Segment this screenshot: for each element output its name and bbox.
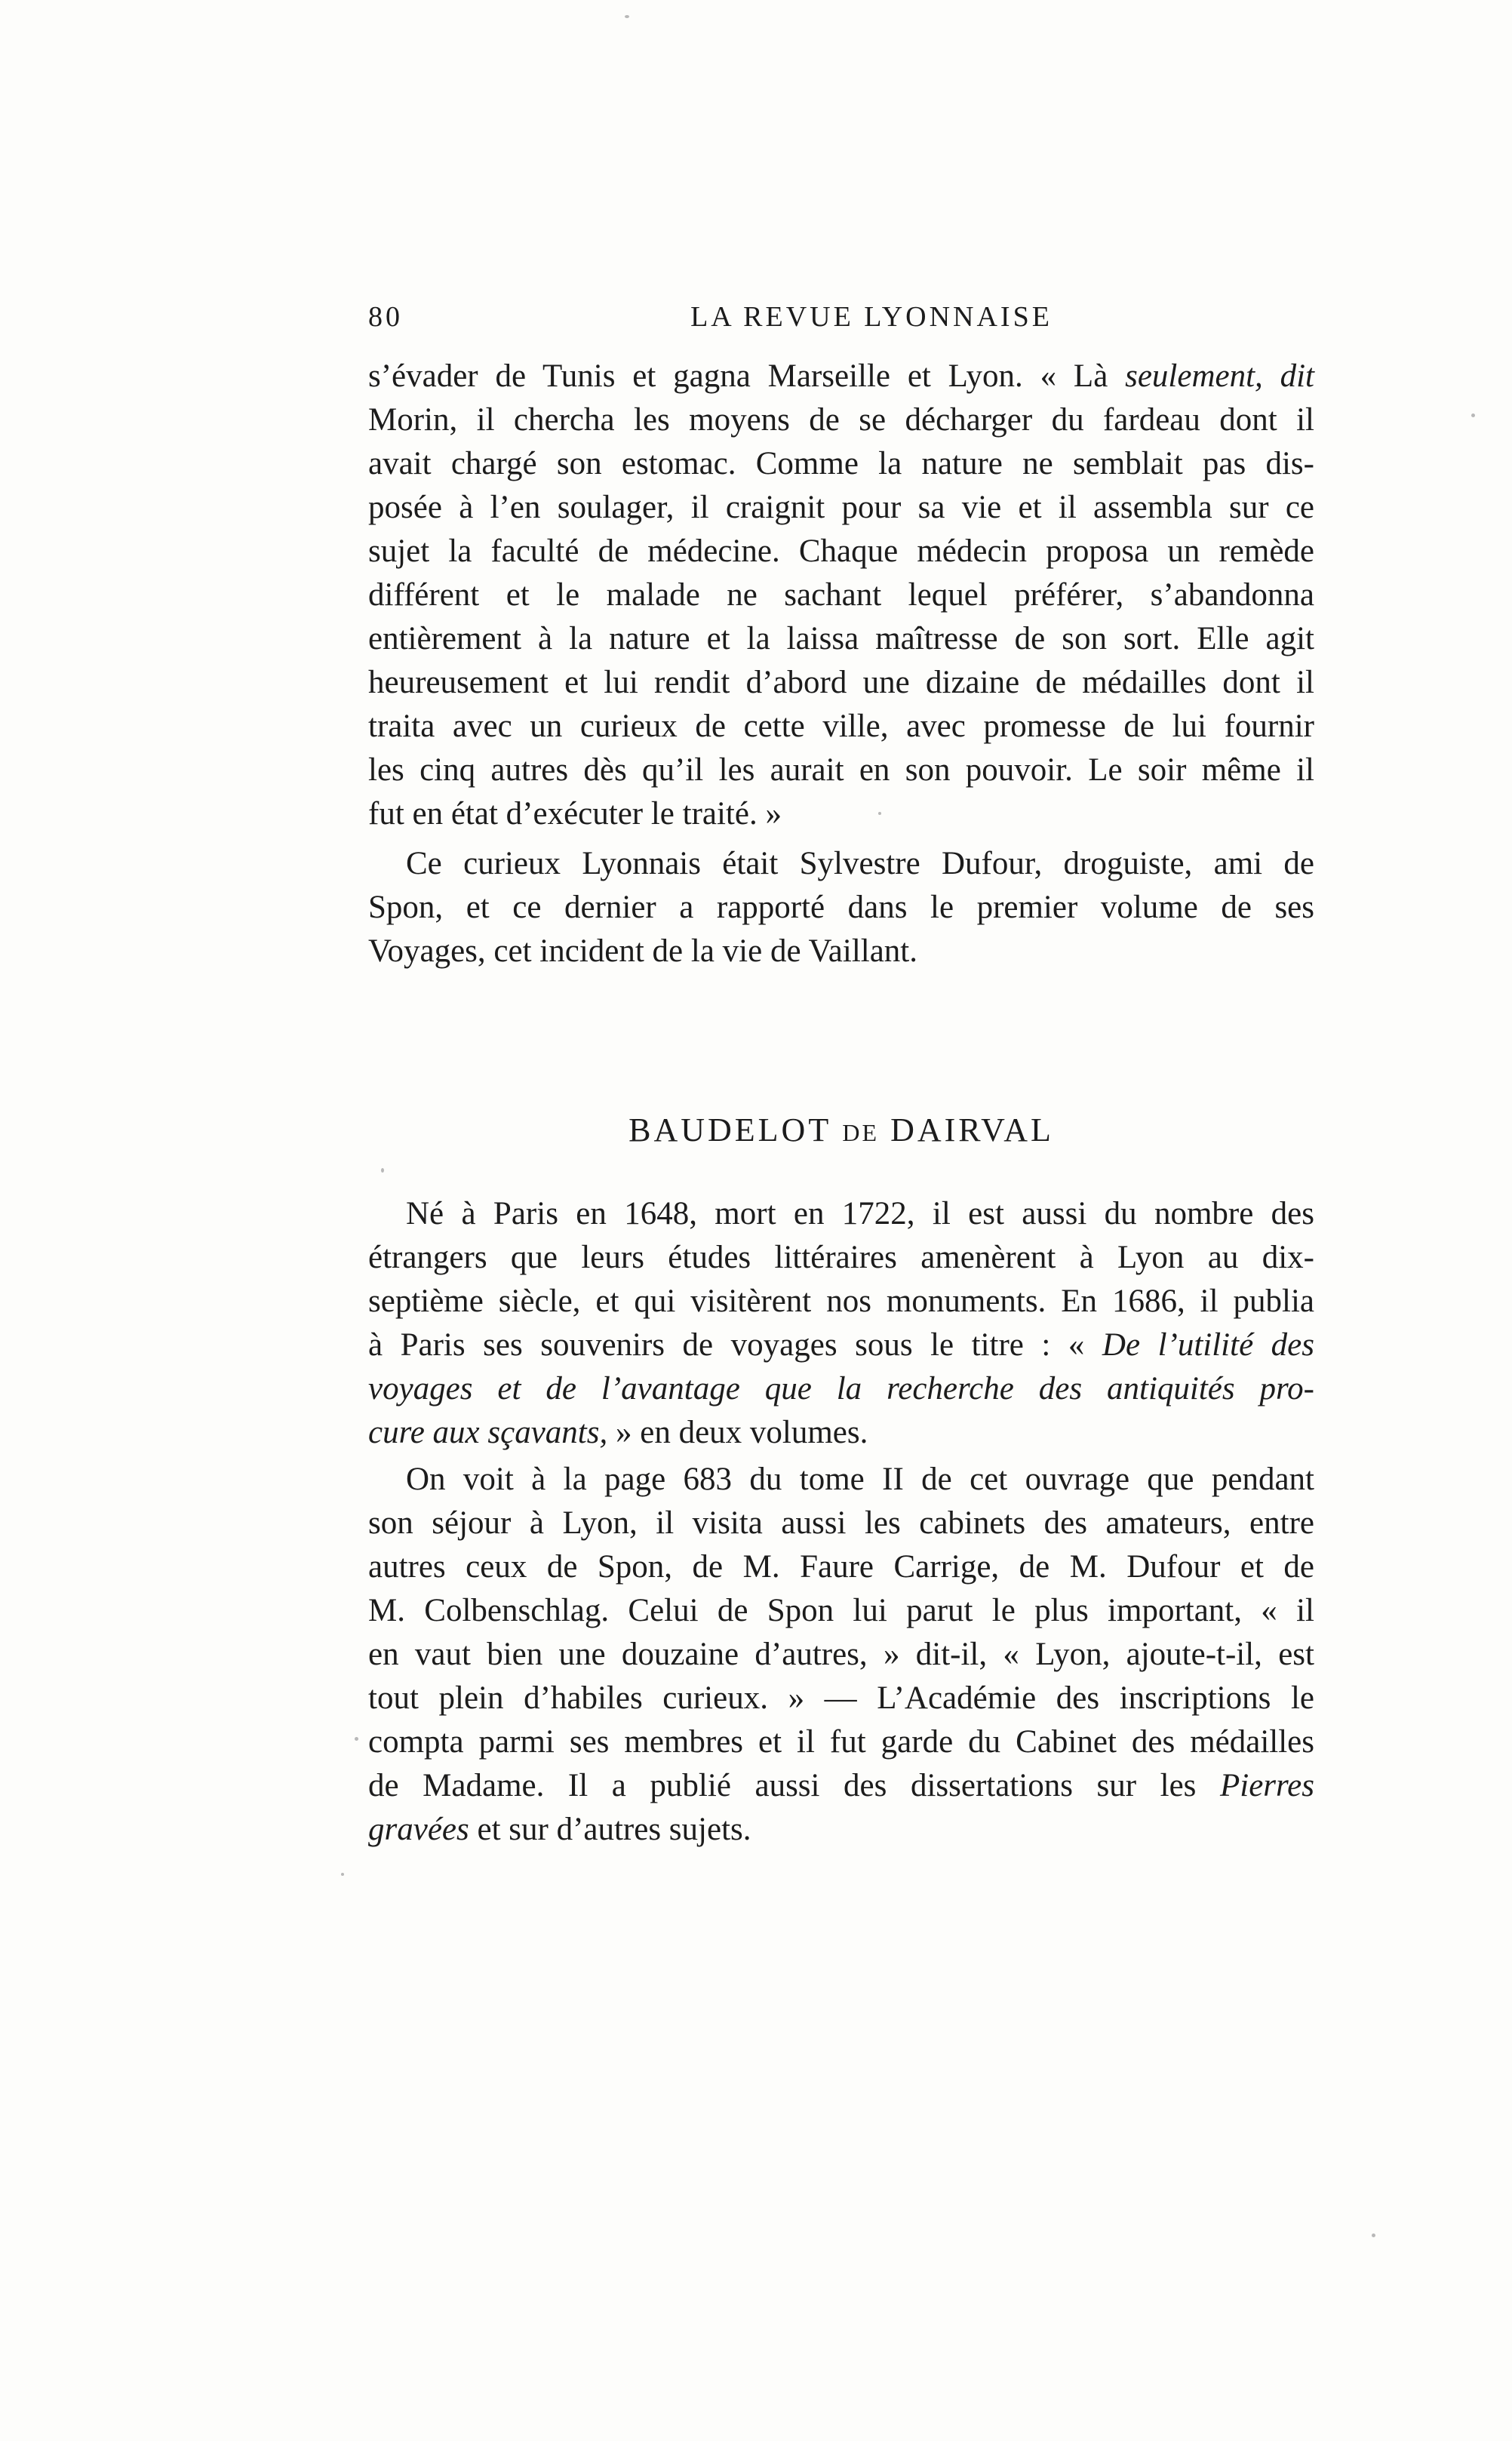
text-line: s’évader de Tunis et gagna Marseille et Lyon. « Là seulement, dit [368, 358, 1314, 394]
text-line: septième siècle, et qui visitèrent nos monuments. En 1686, il publia [368, 1284, 1314, 1319]
paragraph-dufour [368, 842, 1314, 973]
text-line: avait chargé son estomac. Comme la nature ne semblait pas dis- [368, 446, 1314, 481]
text-line: étrangers que leurs études littéraires amenèrent à Lyon au dix- [368, 1240, 1314, 1275]
text-line: différent et le malade ne sachant lequel préférer, s’abandonna [368, 577, 1314, 613]
paper-speck [381, 1168, 384, 1173]
text-line: son séjour à Lyon, il visita aussi les cabinets des amateurs, entre [368, 1505, 1314, 1541]
paragraph-baudelot [368, 1192, 1314, 1455]
paper-speck [341, 1873, 344, 1876]
page-number: 80 [368, 301, 403, 333]
text-line: compta parmi ses membres et il fut garde du Cabinet des médailles [368, 1724, 1314, 1760]
text-line: traita avec un curieux de cette ville, avec promesse de lui fournir [368, 709, 1314, 744]
paper-speck [355, 1737, 358, 1741]
text-line: Spon, et ce dernier a rapporté dans le premier volume de ses [368, 890, 1314, 925]
paragraph-continuation [368, 355, 1314, 836]
text-line: tout plein d’habiles curieux. » — L’Académie des inscriptions le [368, 1680, 1314, 1716]
section-heading: BAUDELOT DE DAIRVAL [628, 1111, 1054, 1148]
journal-title: LA REVUE LYONNAISE [690, 301, 1053, 333]
paper-speck [625, 15, 629, 18]
text-line: heureusement et lui rendit d’abord une dizaine de médailles dont il [368, 665, 1314, 700]
paper-speck [1471, 413, 1475, 417]
text-line: de Madame. Il a publié aussi des dissertations sur les Pierres [368, 1768, 1314, 1803]
running-head [368, 300, 1314, 346]
text-line: à Paris ses souvenirs de voyages sous le titre : « De l’utilité des [368, 1327, 1314, 1363]
text-line: Né à Paris en 1648, mort en 1722, il est aussi du nombre des [406, 1196, 1314, 1231]
text-line: fut en état d’exécuter le traité. » [368, 796, 782, 832]
text-line: entièrement à la nature et la laissa maîtresse de son sort. Elle agit [368, 621, 1314, 656]
text-line: On voit à la page 683 du tome II de cet ouvrage que pendant [406, 1462, 1314, 1497]
text-line: posée à l’en soulager, il craignit pour sa vie et il assembla sur ce [368, 490, 1314, 525]
text-line: Morin, il chercha les moyens de se décharger du fardeau dont il [368, 402, 1314, 438]
text-line: M. Colbenschlag. Celui de Spon lui parut le plus important, « il [368, 1593, 1314, 1628]
paper-speck [1372, 2233, 1375, 2237]
text-line: en vaut bien une douzaine d’autres, » dit-il, « Lyon, ajoute-t-il, est [368, 1637, 1314, 1672]
paper-speck [878, 812, 881, 815]
text-line: gravées et sur d’autres sujets. [368, 1812, 751, 1847]
text-line: Ce curieux Lyonnais était Sylvestre Dufour, droguiste, ami de [406, 846, 1314, 881]
paragraph-cabinets [368, 1458, 1314, 1852]
text-line: Voyages, cet incident de la vie de Vaillant. [368, 933, 917, 969]
text-line: autres ceux de Spon, de M. Faure Carrige, de M. Dufour et de [368, 1549, 1314, 1585]
text-line: les cinq autres dès qu’il les aurait en son pouvoir. Le soir même il [368, 752, 1314, 788]
text-line: cure aux sçavants, » en deux volumes. [368, 1415, 868, 1450]
text-line: voyages et de l’avantage que la recherche des antiquités pro- [368, 1371, 1314, 1406]
text-line: sujet la faculté de médecine. Chaque médecin proposa un remède [368, 533, 1314, 569]
